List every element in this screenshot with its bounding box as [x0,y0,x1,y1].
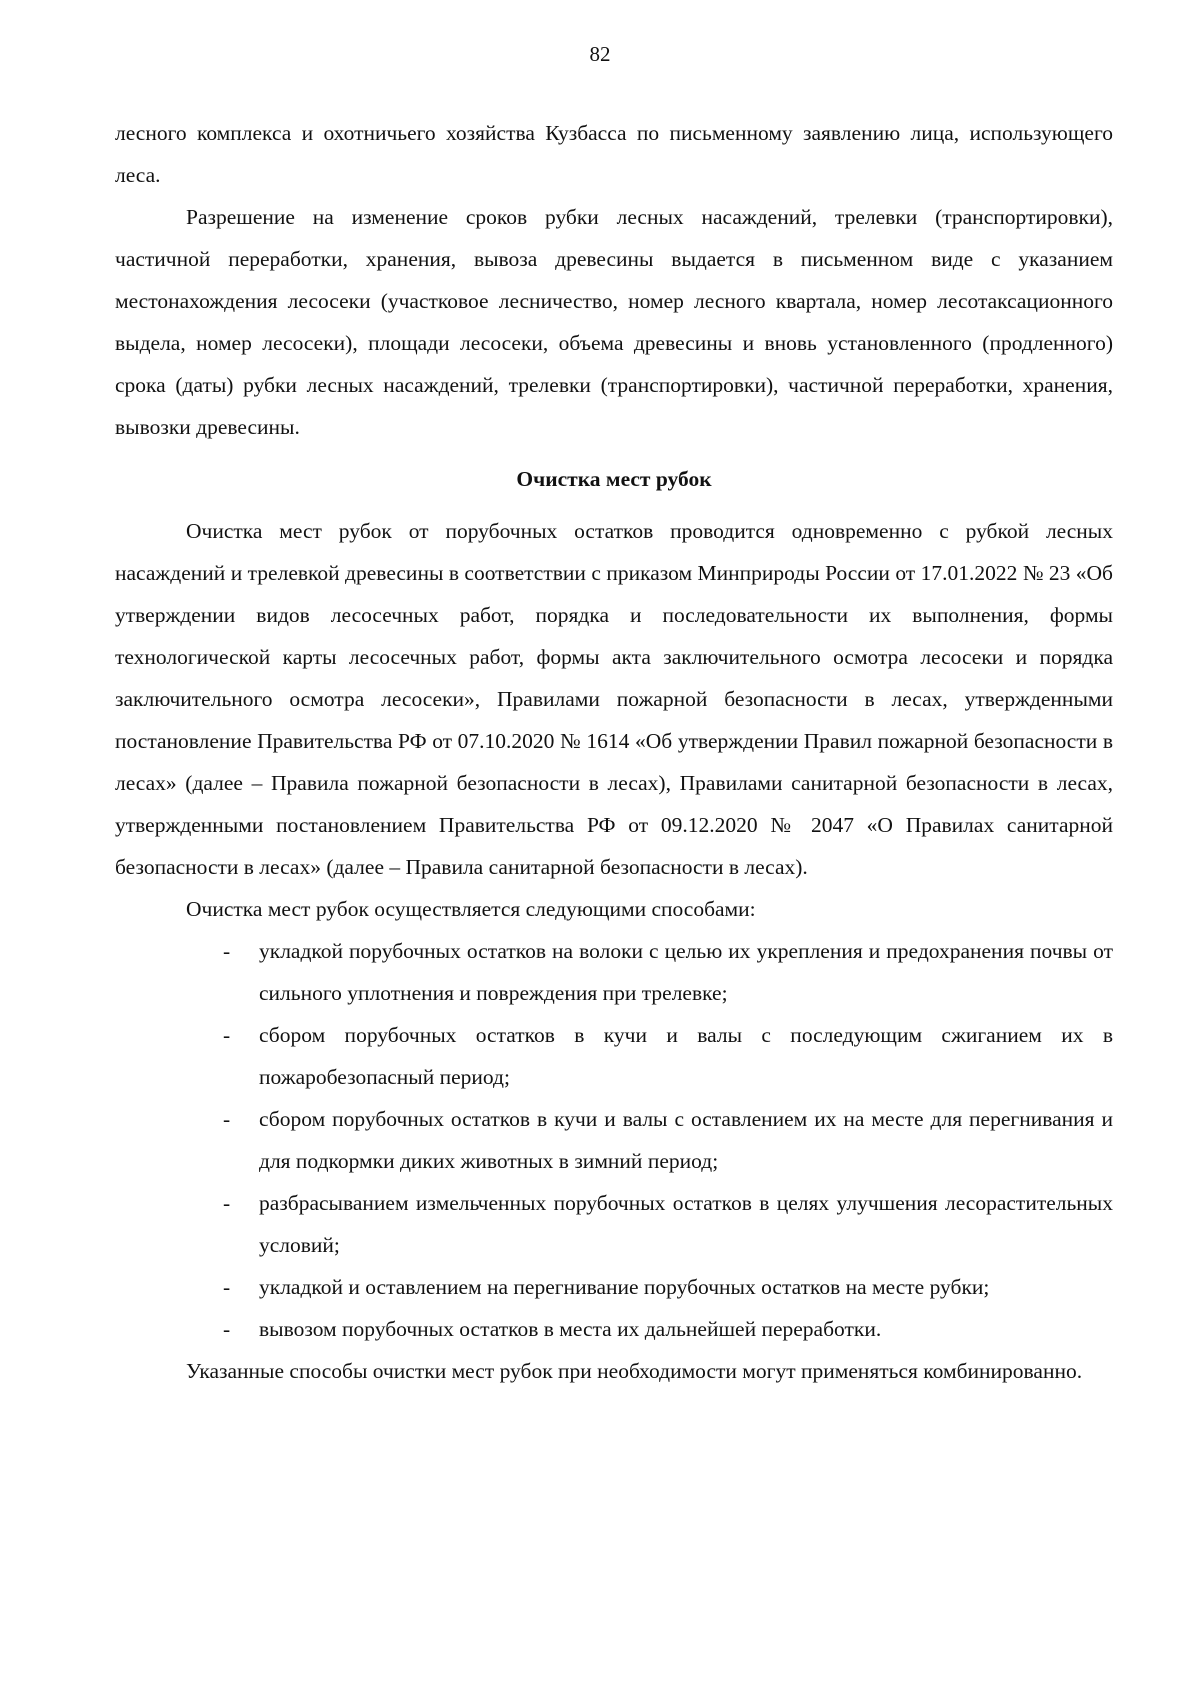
paragraph-methods-intro: Очистка мест рубок осуществляется следующими способами: [186,897,756,921]
list-marker: - [223,1023,231,1047]
list-item-text: разбрасыванием измельченных порубочных остатков в целях улучшения лесорастительных условий; [259,1191,1113,1257]
section-heading: Очистка мест рубок [516,467,712,491]
list-item [115,1098,1113,1182]
list-item-text: укладкой порубочных остатков на волоки с целью их укрепления и предохранения почвы от сильного уплотнения и повреждения при трелевке; [259,939,1113,1005]
paragraph-permission: Разрешение на изменение сроков рубки лесных насаждений, трелевки (транспортировки), частичной переработки, хранения, вывоза древесины выдается в письменном виде с указанием местонахождения лесосеки (участковое лесничество, номер лесного квартала, номер лесотаксационного выдела, номер лесосеки), площади лесосеки, объема древесины и вновь установленного (продленного) срока (даты) рубки лесных насаждений, трелевки (транспортировки), частичной переработки, хранения, вывозки древесины. [115,205,1113,439]
list-marker: - [223,1317,231,1341]
list-marker: - [223,1191,231,1215]
paragraph-closing: Указанные способы очистки мест рубок при необходимости могут применяться комбинированно. [186,1359,1083,1383]
list-item [115,1014,1113,1098]
list-marker: - [223,1107,231,1131]
methods-list [115,930,1113,1350]
document-body [115,112,1113,1392]
list-item-text: сбором порубочных остатков в кучи и валы с оставлением их на месте для перегнивания и для подкормки диких животных в зимний период; [259,1107,1113,1173]
list-marker: - [223,1275,231,1299]
paragraph-continuation: лесного комплекса и охотничьего хозяйства Кузбасса по письменному заявлению лица, использующего леса. [115,121,1113,187]
list-item [115,1266,1113,1308]
list-item-text: укладкой и оставлением на перегнивание порубочных остатков на месте рубки; [259,1275,990,1299]
list-item [115,1182,1113,1266]
list-item-text: сбором порубочных остатков в кучи и валы с последующим сжиганием их в пожаробезопасный период; [259,1023,1113,1089]
page-number: 82 [589,42,611,66]
list-item [115,1308,1113,1350]
list-item [115,930,1113,1014]
list-marker: - [223,939,231,963]
paragraph-cleanup-rules: Очистка мест рубок от порубочных остатков проводится одновременно с рубкой лесных насаждений и трелевкой древесины в соответствии с приказом Минприроды России от 17.01.2022 № 23 «Об утверждении видов лесосечных работ, порядка и последовательности их выполнения, формы технологической карты лесосечных работ, формы акта заключительного осмотра лесосеки и порядка заключительного осмотра лесосеки», Правилами пожарной безопасности в лесах, утвержденными постановление Правительства РФ от 07.10.2020 № 1614 «Об утверждении Правил пожарной безопасности в лесах» (далее – Правила пожарной безопасности в лесах), Правилами санитарной безопасности в лесах, утвержденными постановлением Правительства РФ от 09.12.2020 № 2047 «О Правилах санитарной безопасности в лесах» (далее – Правила санитарной безопасности в лесах). [115,519,1113,879]
list-item-text: вывозом порубочных остатков в места их дальнейшей переработки. [259,1317,882,1341]
